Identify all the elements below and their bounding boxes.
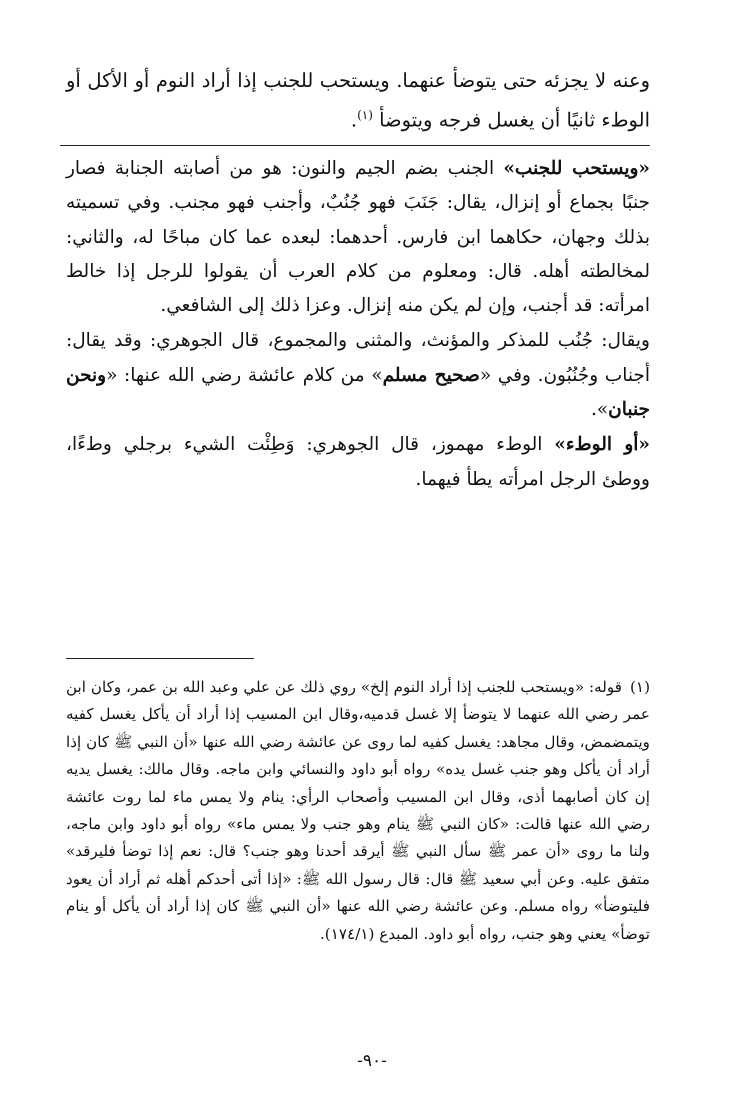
commentary-paragraph-2: [66, 324, 650, 427]
commentary-text: الوطء مهموز، قال الجوهري: وَطِئْت الشيء برجلي وطءًا، ووطئ الرجل امرأته يطأ فيهما.: [66, 434, 650, 490]
commentary-paragraph-1: [66, 152, 650, 323]
footnote-number: (١): [629, 678, 650, 696]
matn-end: .: [350, 108, 358, 132]
section-divider: [60, 145, 650, 146]
footnote-divider: [66, 658, 254, 659]
page-number: -٩٠-: [357, 1051, 387, 1071]
commentary-text: ويقال: جُنُب للمذكر والمؤنث، والمثنى والمجموع، قال الجوهري: وقد يقال: أجناب وجُنُبُون. وفي «: [66, 330, 650, 386]
footnote-ref: (١): [357, 108, 373, 122]
commentary-text: ».: [590, 399, 609, 421]
quoted-term: «أو الوطء»: [554, 434, 650, 456]
commentary-text: الجنب بضم الجيم والنون: هو من أصابته الجنابة فصار جنبًا بجماع أو إنزال، يقال: جَنَبَ فهو جُنُبٌ، وأجنب فهو مجنب. وفي تسميته بذلك وجهان، حكاهما ابن فارس. أحدهما: لبعده عما كان مباحًا له، والثاني: لمخالطته أهله. قال: ومعلوم من كلام العرب أن يقولوا للرجل إذا خالط امرأته: قد أجنب، وإن لم يكن منه إنزال. وعزا ذلك إلى الشافعي.: [66, 158, 650, 317]
footnote: [66, 674, 650, 948]
quoted-term: ونحن جنبان: [66, 364, 650, 421]
matn-body: وعنه لا يجزئه حتى يتوضأ عنهما. ويستحب للجنب إذا أراد النوم أو الأكل أو الوطء ثانيًا أن يغسل فرجه ويتوضأ: [66, 69, 650, 132]
quoted-term: «ويستحب للجنب»: [503, 158, 650, 179]
commentary-text: » من كلام عائشة رضي الله عنها: «: [106, 364, 383, 386]
quoted-term: صحيح مسلم: [382, 364, 480, 386]
commentary: [66, 152, 650, 497]
matn-text: [66, 64, 650, 138]
commentary-paragraph-3: [66, 428, 650, 497]
footnote-text: قوله: «ويستحب للجنب إذا أراد النوم إلخ» روي ذلك عن علي وعبد الله بن عمر، وكان ابن عمر رضي الله عنهما لا يتوضأ إلا غسل قدميه،وقال ابن المسيب إذا أراد أن يأكل يغسل كفيه ويتمضمض، وقال مجاهد: يغسل كفيه لما روى عن عائشة رضي الله عنها «أن النبي ﷺ كان إذا أراد أن يأكل وهو جنب غسل يده» رواه أبو داود والنسائي وابن ماجه. وقال مالك: يغسل يديه إن كان أصابهما أذى، وقال ابن المسيب وأصحاب الرأي: ينام ولا يمس ماء لما روت عائشة رضي الله عنها قالت: «كان النبي ﷺ ينام وهو جنب ولا يمس ماء» رواه أبو داود وابن ماجه، ولنا ما روى «أن عمر ﷺ سأل النبي ﷺ أيرقد أحدنا وهو جنب؟ قال: نعم إذا توضأ فليرقد» متفق عليه. وعن أبي سعيد ﷺ قال: قال رسول الله ﷺ: «إذا أتى أحدكم أهله ثم أراد أن يعود فليتوضأ» رواه مسلم. وعن عائشة رضي الله عنها «أن النبي ﷺ كان إذا أراد أن يأكل أو ينام توضأ» يعني وهو جنب، رواه أبو داود. المبدع (١٧٤/١).: [66, 678, 650, 943]
